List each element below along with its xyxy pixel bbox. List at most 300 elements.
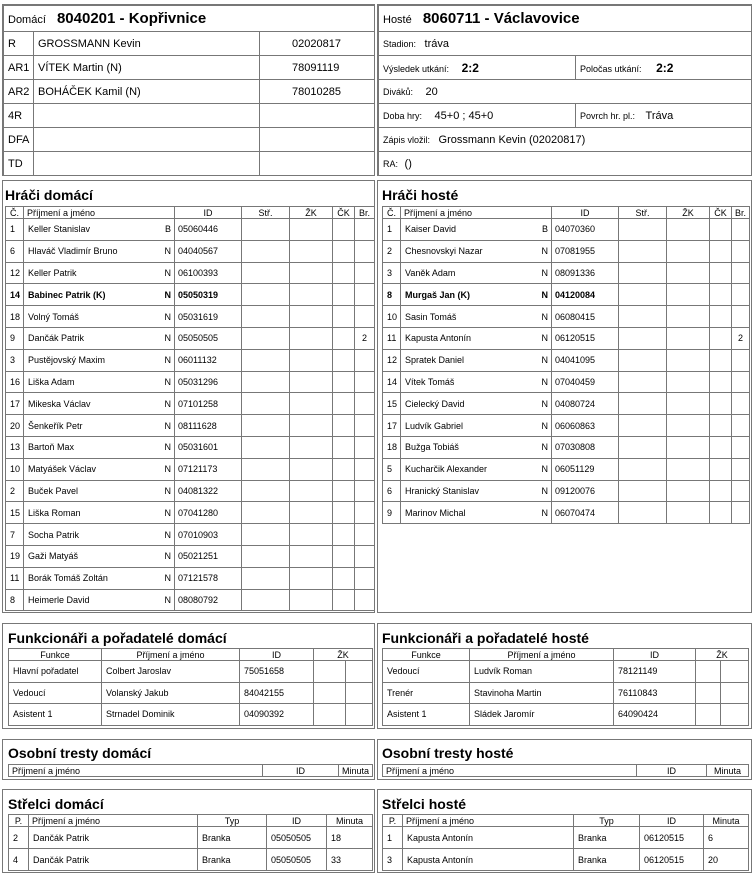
player-str [242, 349, 290, 371]
player-ck [333, 327, 355, 349]
official-id: 76110843 [614, 682, 696, 704]
official-id: 04090392 [240, 704, 314, 726]
home-officials-panel [2, 623, 375, 729]
player-str [242, 502, 290, 524]
player-str [242, 240, 290, 262]
player-str [619, 502, 667, 524]
scorer-name: Kapusta Antonín [403, 849, 574, 871]
home-scorers-table [8, 814, 373, 871]
player-ck [710, 393, 732, 415]
player-name: Kapusta Antonín [401, 327, 534, 349]
col-id: ID [640, 815, 704, 827]
home-scorers-title: Střelci domácí [8, 796, 104, 812]
player-ck [710, 480, 732, 502]
col-id: ID [263, 765, 339, 777]
player-ck [333, 240, 355, 262]
player-id: 06051129 [552, 458, 619, 480]
player-number: 9 [383, 502, 401, 524]
recorded-label: Zápis vložil: [383, 134, 431, 145]
player-status: N [157, 502, 175, 524]
player-br [355, 393, 375, 415]
result-value: 2:2 [461, 60, 479, 75]
player-row [383, 219, 750, 241]
player-zk [290, 567, 333, 589]
player-row [6, 415, 375, 437]
player-id: 06060863 [552, 415, 619, 437]
official-row [383, 661, 749, 683]
duration-cell [379, 104, 576, 128]
stadium-label: Stadion: [383, 38, 417, 49]
official-zk [314, 704, 346, 726]
home-officials-title: Funkcionáři a pořadatelé domácí [8, 630, 227, 646]
player-ck [333, 349, 355, 371]
player-zk [290, 415, 333, 437]
col-id: ID [614, 649, 696, 661]
scorer-id: 06120515 [640, 827, 704, 849]
player-number: 14 [6, 284, 24, 306]
col-minute: Minuta [704, 815, 749, 827]
player-str [242, 306, 290, 328]
away-officials-table [382, 648, 749, 726]
player-row [6, 436, 375, 458]
ra-label: RA: [383, 158, 399, 169]
player-str [619, 219, 667, 241]
scorer-id: 05050505 [267, 849, 327, 871]
away-penalties-panel [377, 739, 752, 780]
referee-name [34, 152, 260, 176]
player-number: 1 [6, 219, 24, 241]
official-name: Sládek Jaromír [470, 704, 614, 726]
player-str [619, 327, 667, 349]
player-id: 06070474 [552, 502, 619, 524]
player-id: 07010903 [175, 524, 242, 546]
player-zk [667, 458, 710, 480]
match-header-away [377, 4, 752, 176]
player-zk [667, 284, 710, 306]
col-funkce: Funkce [383, 649, 470, 661]
home-team-cell [4, 6, 375, 32]
player-status: N [534, 480, 552, 502]
col-c: Č. [383, 207, 401, 219]
player-id: 05060446 [175, 219, 242, 241]
referee-row [4, 32, 375, 56]
player-name: Pustějovský Maxim [24, 349, 157, 371]
player-br [732, 480, 750, 502]
official-zk [696, 682, 721, 704]
player-str [619, 458, 667, 480]
player-str [619, 284, 667, 306]
player-row [6, 545, 375, 567]
player-number: 3 [383, 262, 401, 284]
player-id: 07041280 [175, 502, 242, 524]
player-id: 07121578 [175, 567, 242, 589]
player-status: N [534, 327, 552, 349]
player-zk [667, 371, 710, 393]
player-number: 7 [6, 524, 24, 546]
player-status: N [534, 262, 552, 284]
scorer-row [383, 849, 749, 871]
col-zk: ŽK [290, 207, 333, 219]
player-ck [710, 415, 732, 437]
player-ck [333, 589, 355, 611]
player-status: B [157, 219, 175, 241]
home-penalties-title: Osobní tresty domácí [8, 745, 152, 761]
official-row [9, 682, 373, 704]
player-str [242, 458, 290, 480]
player-br [732, 306, 750, 328]
player-zk [290, 371, 333, 393]
player-br [355, 480, 375, 502]
col-str: Stř. [619, 207, 667, 219]
player-row [383, 284, 750, 306]
player-str [242, 524, 290, 546]
player-id: 04120084 [552, 284, 619, 306]
player-br [355, 415, 375, 437]
referee-role: DFA [4, 128, 34, 152]
player-name: Ludvík Gabriel [401, 415, 534, 437]
away-team-cell [379, 6, 752, 32]
player-row [6, 458, 375, 480]
home-players-table [5, 206, 375, 611]
ra-cell [379, 152, 752, 176]
official-function: Trenér [383, 682, 470, 704]
col-type: Typ [574, 815, 640, 827]
player-zk [290, 240, 333, 262]
player-id: 07101258 [175, 393, 242, 415]
away-scorers-panel [377, 789, 752, 873]
home-officials-table [8, 648, 373, 726]
col-zk: ŽK [696, 649, 749, 661]
player-ck [710, 502, 732, 524]
duration-value: 45+0 ; 45+0 [434, 109, 494, 122]
scorer-name: Kapusta Antonín [403, 827, 574, 849]
player-br [732, 436, 750, 458]
col-minute: Minuta [339, 765, 373, 777]
stadium-cell [379, 32, 752, 56]
col-name: Příjmení a jméno [470, 649, 614, 661]
player-name: Matyášek Václav [24, 458, 157, 480]
official-zk-extra [721, 704, 749, 726]
player-br: 2 [355, 327, 375, 349]
official-name: Ludvík Roman [470, 661, 614, 683]
player-number: 11 [6, 567, 24, 589]
player-status: N [157, 393, 175, 415]
player-status: N [534, 393, 552, 415]
player-name: Volný Tomáš [24, 306, 157, 328]
referee-role: TD [4, 152, 34, 176]
spectators-value: 20 [425, 85, 438, 98]
recorded-cell [379, 128, 752, 152]
player-status: N [157, 349, 175, 371]
referee-row [4, 80, 375, 104]
col-str: Stř. [242, 207, 290, 219]
scorer-id: 06120515 [640, 849, 704, 871]
player-zk [290, 393, 333, 415]
stadium-value: tráva [424, 37, 450, 50]
home-team-name: 8040201 - Kopřivnice [56, 10, 207, 27]
col-zk: ŽK [314, 649, 373, 661]
player-row [383, 262, 750, 284]
col-name: Příjmení a jméno [29, 815, 198, 827]
scorer-type: Branka [574, 827, 640, 849]
away-players-title: Hráči hosté [382, 187, 459, 203]
official-zk [696, 704, 721, 726]
referee-role: 4R [4, 104, 34, 128]
player-zk [667, 436, 710, 458]
player-id: 09120076 [552, 480, 619, 502]
player-str [242, 480, 290, 502]
player-row [6, 284, 375, 306]
player-br [732, 502, 750, 524]
player-br [732, 415, 750, 437]
player-status: B [534, 219, 552, 241]
official-function: Asistent 1 [9, 704, 102, 726]
scorer-type: Branka [574, 849, 640, 871]
result-label: Výsledek utkání: [383, 63, 450, 74]
player-ck [333, 524, 355, 546]
player-name: Marinov Michal [401, 502, 534, 524]
player-str [619, 262, 667, 284]
player-row [6, 240, 375, 262]
player-id: 07081955 [552, 240, 619, 262]
player-number: 12 [6, 262, 24, 284]
home-label: Domácí [8, 14, 46, 26]
player-str [242, 567, 290, 589]
player-str [242, 545, 290, 567]
col-p: P. [9, 815, 29, 827]
player-zk [290, 458, 333, 480]
player-ck [333, 393, 355, 415]
official-name: Stavinoha Martin [470, 682, 614, 704]
player-status: N [534, 502, 552, 524]
player-id: 06120515 [552, 327, 619, 349]
col-name: Příjmení a jméno [401, 207, 552, 219]
player-zk [290, 327, 333, 349]
player-id: 05050319 [175, 284, 242, 306]
player-row [6, 349, 375, 371]
player-ck [333, 219, 355, 241]
player-zk [667, 219, 710, 241]
result-cell [379, 56, 576, 80]
player-id: 05031601 [175, 436, 242, 458]
player-name: Bužga Tobiáš [401, 436, 534, 458]
home-scorers-panel [2, 789, 375, 873]
scorer-order: 4 [9, 849, 29, 871]
scorer-minute: 33 [327, 849, 373, 871]
player-id: 05031296 [175, 371, 242, 393]
away-players-panel [377, 180, 752, 613]
home-players-title: Hráči domácí [5, 187, 93, 203]
away-scorers-table [382, 814, 749, 871]
referee-row [4, 152, 375, 176]
referee-id: 78091119 [260, 56, 375, 80]
player-name: Kaiser David [401, 219, 534, 241]
halftime-cell [576, 56, 752, 80]
col-id: ID [637, 765, 707, 777]
player-zk [667, 502, 710, 524]
player-str [619, 415, 667, 437]
player-str [619, 306, 667, 328]
player-ck [710, 219, 732, 241]
player-number: 16 [6, 371, 24, 393]
col-c: Č. [6, 207, 24, 219]
player-status: N [534, 436, 552, 458]
player-br [355, 371, 375, 393]
player-status: N [534, 284, 552, 306]
surface-label: Povrch hr. pl.: [580, 110, 636, 121]
spectators-cell [379, 80, 752, 104]
player-zk [290, 545, 333, 567]
player-status: N [157, 458, 175, 480]
col-name: Příjmení a jméno [9, 765, 263, 777]
away-penalties-title: Osobní tresty hosté [382, 745, 514, 761]
player-row [6, 327, 375, 349]
player-zk [667, 349, 710, 371]
player-row [383, 436, 750, 458]
player-zk [290, 284, 333, 306]
player-zk [667, 480, 710, 502]
col-zk: ŽK [667, 207, 710, 219]
referee-name: VÍTEK Martin (N) [34, 56, 260, 80]
player-str [242, 327, 290, 349]
surface-value: Tráva [645, 109, 674, 122]
player-ck [710, 306, 732, 328]
player-ck [333, 415, 355, 437]
player-row [6, 502, 375, 524]
player-str [242, 436, 290, 458]
player-status: N [157, 589, 175, 611]
player-row [383, 327, 750, 349]
player-number: 5 [383, 458, 401, 480]
player-ck [710, 262, 732, 284]
player-ck [333, 545, 355, 567]
player-ck [333, 371, 355, 393]
col-name: Příjmení a jméno [403, 815, 574, 827]
referee-name: GROSSMANN Kevin [34, 32, 260, 56]
player-zk [667, 327, 710, 349]
player-zk [290, 219, 333, 241]
official-function: Hlavní pořadatel [9, 661, 102, 683]
ra-value: () [404, 157, 412, 170]
player-name: Murgaš Jan (K) [401, 284, 534, 306]
player-zk [290, 262, 333, 284]
player-number: 17 [383, 415, 401, 437]
player-row [6, 567, 375, 589]
referee-id [260, 128, 375, 152]
player-ck [333, 458, 355, 480]
player-row [383, 306, 750, 328]
away-penalties-table [382, 764, 749, 777]
player-br [732, 240, 750, 262]
player-str [242, 262, 290, 284]
player-br [355, 524, 375, 546]
player-id: 06080415 [552, 306, 619, 328]
col-name: Příjmení a jméno [383, 765, 637, 777]
referee-id: 02020817 [260, 32, 375, 56]
official-name: Strnadel Dominik [102, 704, 240, 726]
player-br [732, 349, 750, 371]
player-number: 10 [383, 306, 401, 328]
player-str [619, 240, 667, 262]
player-name: Gaži Matyáš [24, 545, 157, 567]
player-name: Mikeska Václav [24, 393, 157, 415]
player-id: 08111628 [175, 415, 242, 437]
player-name: Liška Adam [24, 371, 157, 393]
player-status: N [157, 327, 175, 349]
player-ck [710, 436, 732, 458]
player-number: 13 [6, 436, 24, 458]
player-number: 15 [6, 502, 24, 524]
player-ck [710, 327, 732, 349]
official-function: Vedoucí [9, 682, 102, 704]
player-zk [667, 240, 710, 262]
player-str [619, 393, 667, 415]
away-team-name: 8060711 - Václavovice [422, 10, 580, 27]
player-zk [290, 524, 333, 546]
official-id: 64090424 [614, 704, 696, 726]
col-p: P. [383, 815, 403, 827]
player-name: Vítek Tomáš [401, 371, 534, 393]
player-br [355, 284, 375, 306]
player-status: N [534, 415, 552, 437]
scorer-order: 2 [9, 827, 29, 849]
player-id: 04040567 [175, 240, 242, 262]
col-ck: ČK [710, 207, 732, 219]
referee-role: AR2 [4, 80, 34, 104]
home-penalties-table [8, 764, 373, 777]
player-name: Chesnovskyi Nazar [401, 240, 534, 262]
official-id: 84042155 [240, 682, 314, 704]
player-name: Borák Tomáš Zoltán [24, 567, 157, 589]
col-minute: Minuta [327, 815, 373, 827]
player-status: N [534, 371, 552, 393]
scorer-name: Dančák Patrik [29, 827, 198, 849]
player-br [355, 262, 375, 284]
player-br [355, 306, 375, 328]
player-row [383, 371, 750, 393]
player-id: 07030808 [552, 436, 619, 458]
player-id: 04041095 [552, 349, 619, 371]
recorded-value: Grossmann Kevin (02020817) [438, 133, 586, 146]
referee-name: BOHÁČEK Kamil (N) [34, 80, 260, 104]
player-zk [290, 589, 333, 611]
referee-row [4, 104, 375, 128]
player-ck [333, 480, 355, 502]
official-function: Asistent 1 [383, 704, 470, 726]
player-str [619, 480, 667, 502]
player-number: 2 [6, 480, 24, 502]
scorer-type: Branka [198, 827, 267, 849]
player-status: N [157, 306, 175, 328]
player-row [6, 589, 375, 611]
col-name: Příjmení a jméno [24, 207, 175, 219]
player-br [355, 545, 375, 567]
player-number: 6 [383, 480, 401, 502]
scorer-row [9, 827, 373, 849]
player-br [355, 502, 375, 524]
player-name: Keller Stanislav [24, 219, 157, 241]
scorer-row [9, 849, 373, 871]
player-name: Keller Patrik [24, 262, 157, 284]
player-name: Babinec Patrik (K) [24, 284, 157, 306]
player-number: 3 [6, 349, 24, 371]
player-ck [333, 502, 355, 524]
player-status: N [534, 240, 552, 262]
player-id: 04081322 [175, 480, 242, 502]
player-ck [710, 240, 732, 262]
player-row [6, 306, 375, 328]
player-id: 06011132 [175, 349, 242, 371]
